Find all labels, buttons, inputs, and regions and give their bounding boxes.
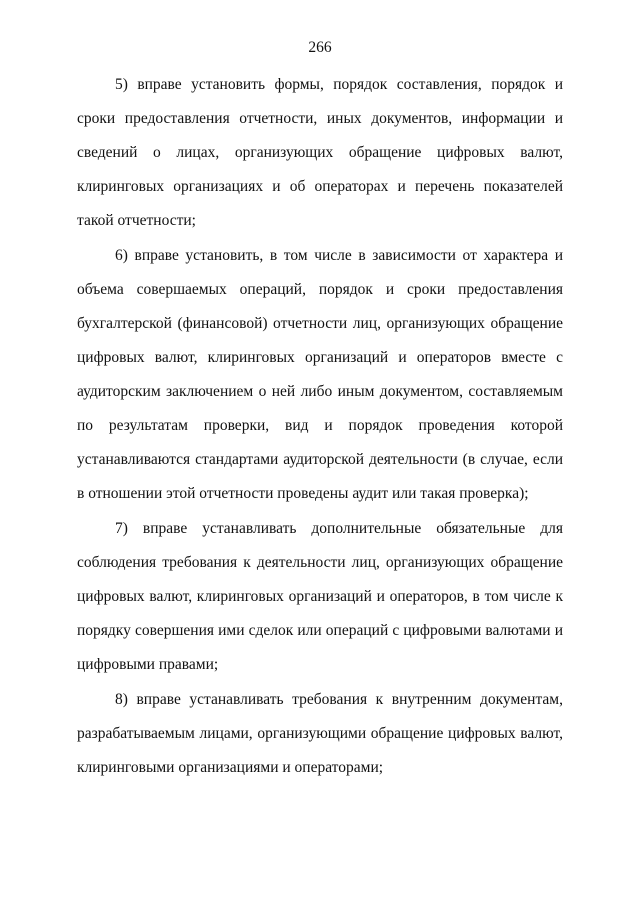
document-body <box>77 68 563 785</box>
paragraph-item-5: 5) вправе установить формы, порядок составления, порядок и сроки предоставления отчетности, иных документов, информации и сведений о лицах, организующих обращение цифровых валют, клиринговых организациях и об операторах и перечень показателей такой отчетности; <box>77 76 563 229</box>
paragraph-item-8: 8) вправе устанавливать требования к внутренним документам, разрабатываемым лицами, организующими обращение цифровых валют, клиринговыми организациями и операторами; <box>77 691 563 776</box>
paragraph-item-6: 6) вправе установить, в том числе в зависимости от характера и объема совершаемых операций, порядок и сроки предоставления бухгалтерской (финансовой) отчетности лиц, организующих обращение цифровых валют, клиринговых организаций и операторов вместе с аудиторским заключением о ней либо иным документом, составляемым по результатам проверки, вид и порядок проведения которой устанавливаются стандартами аудиторской деятельности (в случае, если в отношении этой отчетности проведены аудит или такая проверка); <box>77 247 563 502</box>
page-number: 266 <box>308 39 332 56</box>
paragraph-item-7: 7) вправе устанавливать дополнительные обязательные для соблюдения требования к деятельности лиц, организующих обращение цифровых валют, клиринговых организаций и операторов, в том числе к порядку совершения ими сделок или операций с цифровыми валютами и цифровыми правами; <box>77 520 563 673</box>
